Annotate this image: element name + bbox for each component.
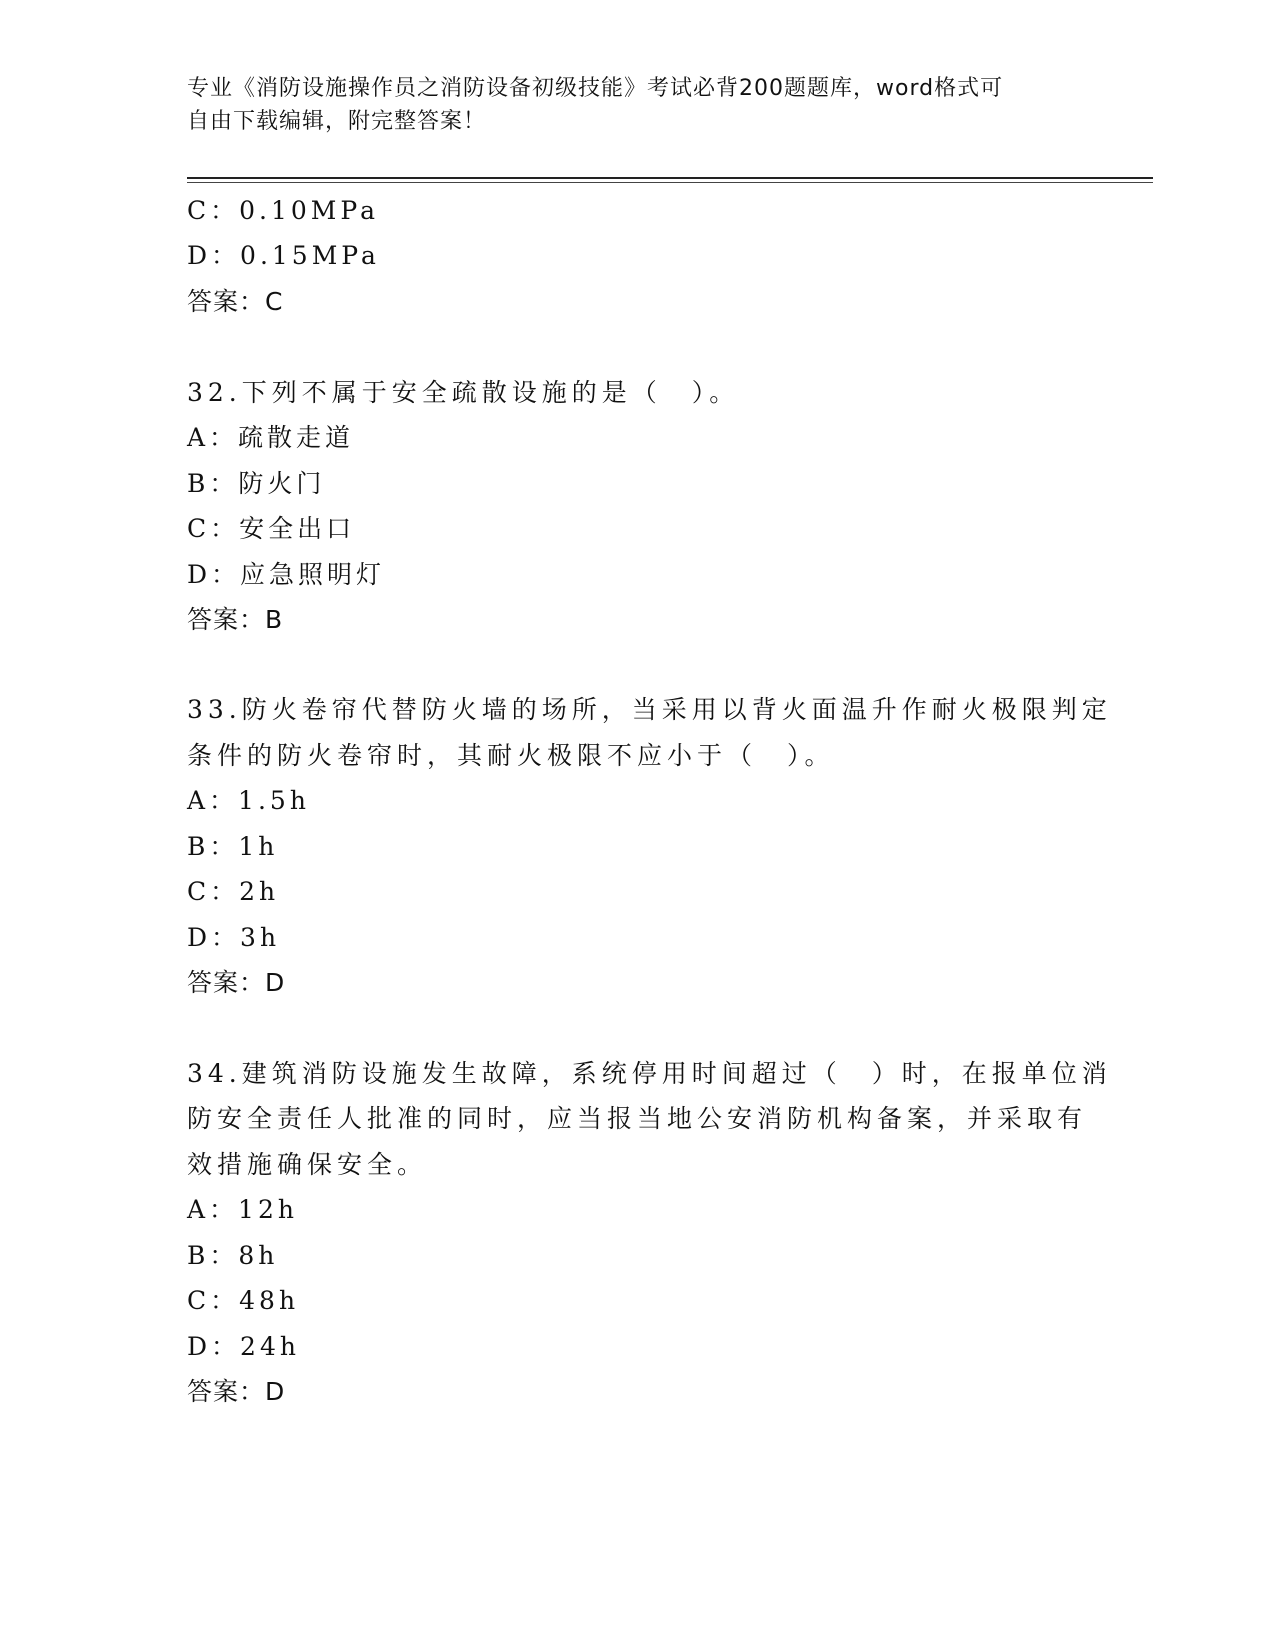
q33-option-d: D：3h bbox=[187, 923, 281, 952]
q32-stem: 32.下列不属于安全疏散设施的是（ ）。 bbox=[187, 378, 740, 407]
header-rule-thin bbox=[187, 182, 1153, 183]
q34-answer: 答案：D bbox=[187, 1377, 286, 1406]
q32-option-c: C：安全出口 bbox=[187, 514, 356, 543]
header-line-1: 专业《消防设施操作员之消防设备初级技能》考试必背200题题库，word格式可 bbox=[187, 76, 1004, 101]
q32-option-d: D：应急照明灯 bbox=[187, 560, 386, 589]
q33-stem-line-1: 33.防火卷帘代替防火墙的场所，当采用以背火面温升作耐火极限判定 bbox=[187, 695, 1112, 724]
q33-option-a: A：1.5h bbox=[187, 786, 310, 815]
q34-stem-line-1: 34.建筑消防设施发生故障，系统停用时间超过（ ）时，在报单位消 bbox=[187, 1059, 1112, 1088]
q34-stem-line-3: 效措施确保安全。 bbox=[187, 1150, 428, 1179]
q34-option-d: D：24h bbox=[187, 1332, 300, 1361]
q33-stem-line-2: 条件的防火卷帘时，其耐火极限不应小于（ ）。 bbox=[187, 741, 835, 770]
q34-option-b: B：8h bbox=[187, 1241, 279, 1270]
header-rule-thick bbox=[187, 177, 1153, 179]
q34-stem-line-2: 防安全责任人批准的同时，应当报当地公安消防机构备案，并采取有 bbox=[187, 1104, 1088, 1133]
q32-option-a: A：疏散走道 bbox=[187, 423, 355, 452]
q34-option-a: A：12h bbox=[187, 1195, 298, 1224]
prev-option-d: D：0.15MPa bbox=[187, 241, 380, 270]
prev-option-c: C：0.10MPa bbox=[187, 196, 379, 225]
page-header bbox=[187, 72, 1087, 138]
q33-answer: 答案：D bbox=[187, 968, 286, 997]
prev-answer: 答案：C bbox=[187, 287, 284, 316]
q32-answer: 答案：B bbox=[187, 605, 284, 634]
q32-option-b: B：防火门 bbox=[187, 469, 326, 498]
q34-option-c: C：48h bbox=[187, 1286, 300, 1315]
q33-option-b: B：1h bbox=[187, 832, 279, 861]
q33-option-c: C：2h bbox=[187, 877, 280, 906]
header-line-2: 自由下载编辑，附完整答案！ bbox=[187, 109, 487, 134]
